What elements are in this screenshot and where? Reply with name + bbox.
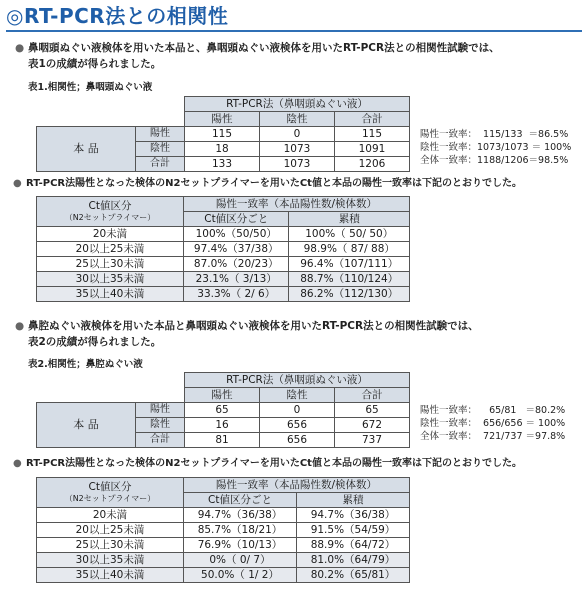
ct-row-per: 85.7%（18/21） <box>184 523 297 538</box>
table-row <box>37 257 410 272</box>
table-row <box>37 127 410 142</box>
ct-row-label: 20未満 <box>37 227 184 242</box>
ct-row-per: 23.1%（ 3/13） <box>184 272 289 287</box>
table1-col-total: 合計 <box>335 112 410 127</box>
ct-table1-main-header: 陽性一致率（本品陽性数/検体数） <box>184 197 410 212</box>
ct-row-cum: 88.9%（64/72） <box>297 538 410 553</box>
table1-col-negative: 陰性 <box>260 112 335 127</box>
ct-row-label: 20未満 <box>37 508 184 523</box>
table-row <box>37 553 410 568</box>
ct-row-per: 97.4%（37/38） <box>184 242 289 257</box>
page-title: ◎RT-PCR法との相関性 <box>6 2 582 32</box>
section1-intro <box>15 40 500 72</box>
table2-col-total: 合計 <box>335 388 410 403</box>
table1-cell: 18 <box>185 142 260 157</box>
table1-caption: 表1.相関性；鼻咽頭ぬぐい液 <box>28 82 153 93</box>
section2-intro <box>15 318 479 350</box>
table2-col-positive: 陽性 <box>185 388 260 403</box>
table2-cell: 65 <box>335 403 410 418</box>
ct-row-per: 33.3%（ 2/ 6） <box>184 287 289 302</box>
table1-row-label: 合計 <box>136 157 185 172</box>
section1-intro-line1: 鼻咽頭ぬぐい液検体を用いた本品と、鼻咽頭ぬぐい液検体を用いたRT-PCR法との相関性試験では、 <box>28 42 500 54</box>
table1-row-label: 陽性 <box>136 127 185 142</box>
table2-cell: 65 <box>185 403 260 418</box>
table2-header: RT-PCR法（鼻咽頭ぬぐい液） <box>185 373 410 388</box>
table2-corner2 <box>37 388 185 403</box>
section2-ct-intro-text: RT-PCR法陽性となった検体のN2セットプライマーを用いたCt値と本品の陽性一致率は下記のとおりでした。 <box>26 458 522 469</box>
ct-row-label: 25以上30未満 <box>37 257 184 272</box>
table1-header: RT-PCR法（鼻咽頭ぬぐい液） <box>185 97 410 112</box>
ct-row-cum: 98.9%（ 87/ 88） <box>289 242 410 257</box>
stat-negative-agreement: 陰性一致率： 656/656 ＝ 100% <box>420 418 566 429</box>
ct-table1-col-cum: 累積 <box>289 212 410 227</box>
ct-table2-col-per: Ct値区分ごと <box>184 493 297 508</box>
table-row <box>37 272 410 287</box>
stat-overall-agreement: 全体一致率：1188/1206＝98.5% <box>420 155 569 166</box>
ct-row-per: 76.9%（10/13） <box>184 538 297 553</box>
ct-row-per: 0%（ 0/ 7） <box>184 553 297 568</box>
table1-cell: 115 <box>185 127 260 142</box>
ct-row-label: 35以上40未満 <box>37 287 184 302</box>
table2-caption: 表2.相関性；鼻腔ぬぐい液 <box>28 359 143 370</box>
ct-row-per: 87.0%（20/23） <box>184 257 289 272</box>
section2-intro-line1: 鼻腔ぬぐい液検体を用いた本品と鼻咽頭ぬぐい液検体を用いたRT-PCR法との相関性試験では、 <box>28 320 479 332</box>
stat-overall-agreement: 全体一致率： 721/737 ＝97.8% <box>420 431 566 442</box>
table-row <box>37 227 410 242</box>
ct-header-sub: （N2セットプライマー） <box>64 212 156 222</box>
ct-row-cum: 96.4%（107/111） <box>289 257 410 272</box>
stat-positive-agreement: 陽性一致率： 65/81 ＝80.2% <box>420 405 566 416</box>
table1-cell: 133 <box>185 157 260 172</box>
ct-row-cum: 94.7%（36/38） <box>297 508 410 523</box>
table-row <box>37 523 410 538</box>
ct-row-per: 94.7%（36/38） <box>184 508 297 523</box>
ct-row-cum: 88.7%（110/124） <box>289 272 410 287</box>
ct-row-label: 30以上35未満 <box>37 272 184 287</box>
table2 <box>36 372 410 448</box>
ct-row-cum: 80.2%（65/81） <box>297 568 410 583</box>
bullet-icon: ● <box>15 320 25 332</box>
table-row <box>37 242 410 257</box>
ct-row-cum: 81.0%（64/79） <box>297 553 410 568</box>
ct-row-cum: 100%（ 50/ 50） <box>289 227 410 242</box>
ct-header-label: Ct値区分 <box>88 199 132 212</box>
table1-col-positive: 陽性 <box>185 112 260 127</box>
ct-row-cum: 91.5%（54/59） <box>297 523 410 538</box>
table1-corner <box>37 97 185 112</box>
table2-row-group: 本 品 <box>37 403 136 448</box>
table1-corner2 <box>37 112 185 127</box>
ct-table1 <box>36 196 410 302</box>
table1-row-label: 陰性 <box>136 142 185 157</box>
ct-row-per: 100%（50/50） <box>184 227 289 242</box>
ct-header-label: Ct値区分 <box>88 480 132 493</box>
table2-stats <box>420 404 565 443</box>
ct-row-label: 20以上25未満 <box>37 242 184 257</box>
table2-cell: 16 <box>185 418 260 433</box>
table2-cell: 737 <box>335 433 410 448</box>
table2-cell: 656 <box>260 418 335 433</box>
table-row <box>37 287 410 302</box>
table2-row-label: 合計 <box>136 433 185 448</box>
stat-positive-agreement: 陽性一致率： 115/133 ＝86.5% <box>420 129 569 140</box>
table2-corner <box>37 373 185 388</box>
stat-negative-agreement: 陰性一致率：1073/1073 ＝ 100% <box>420 142 572 153</box>
table-row <box>37 568 410 583</box>
bullet-icon: ● <box>15 42 25 54</box>
ct-table1-col-per: Ct値区分ごと <box>184 212 289 227</box>
ct-row-cum: 86.2%（112/130） <box>289 287 410 302</box>
table2-cell: 672 <box>335 418 410 433</box>
table1-row-group: 本 品 <box>37 127 136 172</box>
section2-ct-intro <box>13 456 522 472</box>
bullet-icon: ● <box>13 458 22 469</box>
table-row <box>37 508 410 523</box>
section1-ct-intro-text: RT-PCR法陽性となった検体のN2セットプライマーを用いたCt値と本品の陽性一致率は下記のとおりでした。 <box>26 178 522 189</box>
table2-cell: 656 <box>260 433 335 448</box>
ct-table2-main-header: 陽性一致率（本品陽性数/検体数） <box>184 478 410 493</box>
table-row <box>37 403 410 418</box>
ct-table2-col-cum: 累積 <box>297 493 410 508</box>
bullet-icon: ● <box>13 178 22 189</box>
table1-cell: 115 <box>335 127 410 142</box>
ct-table2 <box>36 477 410 583</box>
ct-row-label: 30以上35未満 <box>37 553 184 568</box>
table1-cell: 1073 <box>260 142 335 157</box>
ct-table2-label-header <box>37 478 184 508</box>
ct-table1-label-header <box>37 197 184 227</box>
ct-header-sub: （N2セットプライマー） <box>64 493 156 503</box>
section1-ct-intro <box>13 176 522 192</box>
section2-intro-line2: 表2の成績が得られました。 <box>28 336 162 348</box>
ct-row-per: 50.0%（ 1/ 2） <box>184 568 297 583</box>
table2-cell: 0 <box>260 403 335 418</box>
ct-row-label: 25以上30未満 <box>37 538 184 553</box>
table2-row-label: 陽性 <box>136 403 185 418</box>
table1-cell: 1206 <box>335 157 410 172</box>
table1 <box>36 96 410 172</box>
ct-row-label: 20以上25未満 <box>37 523 184 538</box>
table2-row-label: 陰性 <box>136 418 185 433</box>
table1-cell: 0 <box>260 127 335 142</box>
section1-intro-line2: 表1の成績が得られました。 <box>28 58 162 70</box>
table1-cell: 1091 <box>335 142 410 157</box>
ct-row-label: 35以上40未満 <box>37 568 184 583</box>
table1-stats <box>420 128 571 167</box>
table1-cell: 1073 <box>260 157 335 172</box>
table2-cell: 81 <box>185 433 260 448</box>
table2-col-negative: 陰性 <box>260 388 335 403</box>
table-row <box>37 538 410 553</box>
